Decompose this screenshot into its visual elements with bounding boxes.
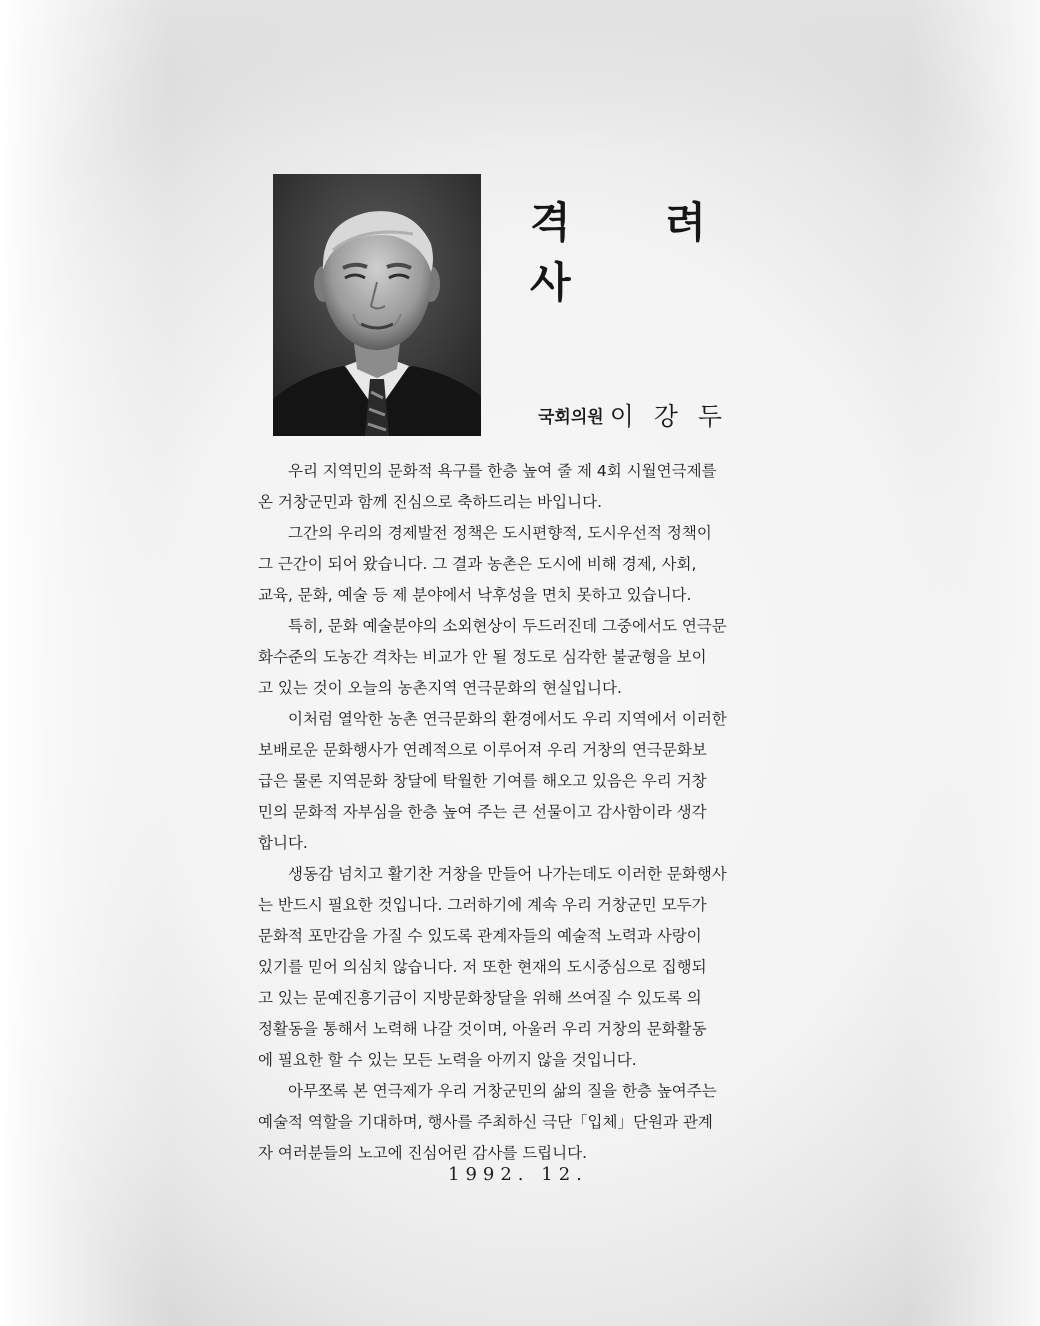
body-line: 그 근간이 되어 왔습니다. 그 결과 농촌은 도시에 비해 경제, 사회, <box>258 555 697 573</box>
author-portrait-photo <box>273 174 481 436</box>
body-line: 정활동을 통해서 노력해 나갈 것이며, 아울러 우리 거창의 문화활동 <box>258 1020 707 1038</box>
body-line: 아무쪼록 본 연극제가 우리 거창군민의 삶의 질을 한층 높여주는 <box>288 1082 717 1100</box>
body-line: 이처럼 열악한 농촌 연극문화의 환경에서도 우리 지역에서 이러한 <box>288 710 727 728</box>
body-line: 문화적 포만감을 가질 수 있도록 관계자들의 예술적 노력과 사랑이 <box>258 927 702 945</box>
body-line: 보배로운 문화행사가 연례적으로 이루어져 우리 거창의 연극문화보 <box>258 741 707 759</box>
body-line: 에 필요한 할 수 있는 모든 노력을 아끼지 않을 것입니다. <box>258 1051 637 1069</box>
author-name: 이 강 두 <box>609 402 729 431</box>
body-line: 우리 지역민의 문화적 욕구를 한층 높여 줄 제 4회 시월연극제를 <box>288 462 717 480</box>
body-line: 그간의 우리의 경제발전 정책은 도시편향적, 도시우선적 정책이 <box>288 524 712 542</box>
portrait-illustration <box>273 174 481 436</box>
body-line: 고 있는 것이 오늘의 농촌지역 연극문화의 현실입니다. <box>258 679 622 697</box>
date-line: 1992. 12. <box>448 1164 588 1185</box>
body-line: 특히, 문화 예술분야의 소외현상이 두드러진데 그중에서도 연극문 <box>288 617 727 635</box>
body-line: 온 거창군민과 함께 진심으로 축하드리는 바입니다. <box>258 493 602 511</box>
right-highlight <box>910 0 1040 1326</box>
speech-body <box>258 456 758 1169</box>
body-line: 고 있는 문예진흥기금이 지방문화창달을 위해 쓰여질 수 있도록 의 <box>258 989 702 1007</box>
body-line: 자 여러분들의 노고에 진심어린 감사를 드립니다. <box>258 1144 588 1162</box>
author-role: 국회의원 <box>538 407 604 428</box>
body-line: 급은 물론 지역문화 창달에 탁월한 기여를 해오고 있음은 우리 거창 <box>258 772 707 790</box>
body-line: 교육, 문화, 예술 등 제 분야에서 낙후성을 면치 못하고 있습니다. <box>258 586 692 604</box>
body-line: 합니다. <box>258 834 308 852</box>
body-line: 민의 문화적 자부심을 한층 높여 주는 큰 선물이고 감사함이라 생각 <box>258 803 707 821</box>
body-line: 는 반드시 필요한 것입니다. 그러하기에 계속 우리 거창군민 모두가 <box>258 896 707 914</box>
left-highlight <box>0 0 170 1326</box>
author-byline <box>538 397 728 433</box>
body-line: 예술적 역할을 기대하며, 행사를 주최하신 극단「입체」단원과 관계 <box>258 1113 713 1131</box>
body-line: 있기를 믿어 의심치 않습니다. 저 또한 현재의 도시중심으로 집행되 <box>258 958 707 976</box>
body-line: 화수준의 도농간 격차는 비교가 안 될 정도로 심각한 불균형을 보이 <box>258 648 707 666</box>
body-line: 생동감 넘치고 활기찬 거창을 만들어 나가는데도 이러한 문화행사 <box>288 865 727 883</box>
page-title: 격 려 사 <box>530 198 746 307</box>
